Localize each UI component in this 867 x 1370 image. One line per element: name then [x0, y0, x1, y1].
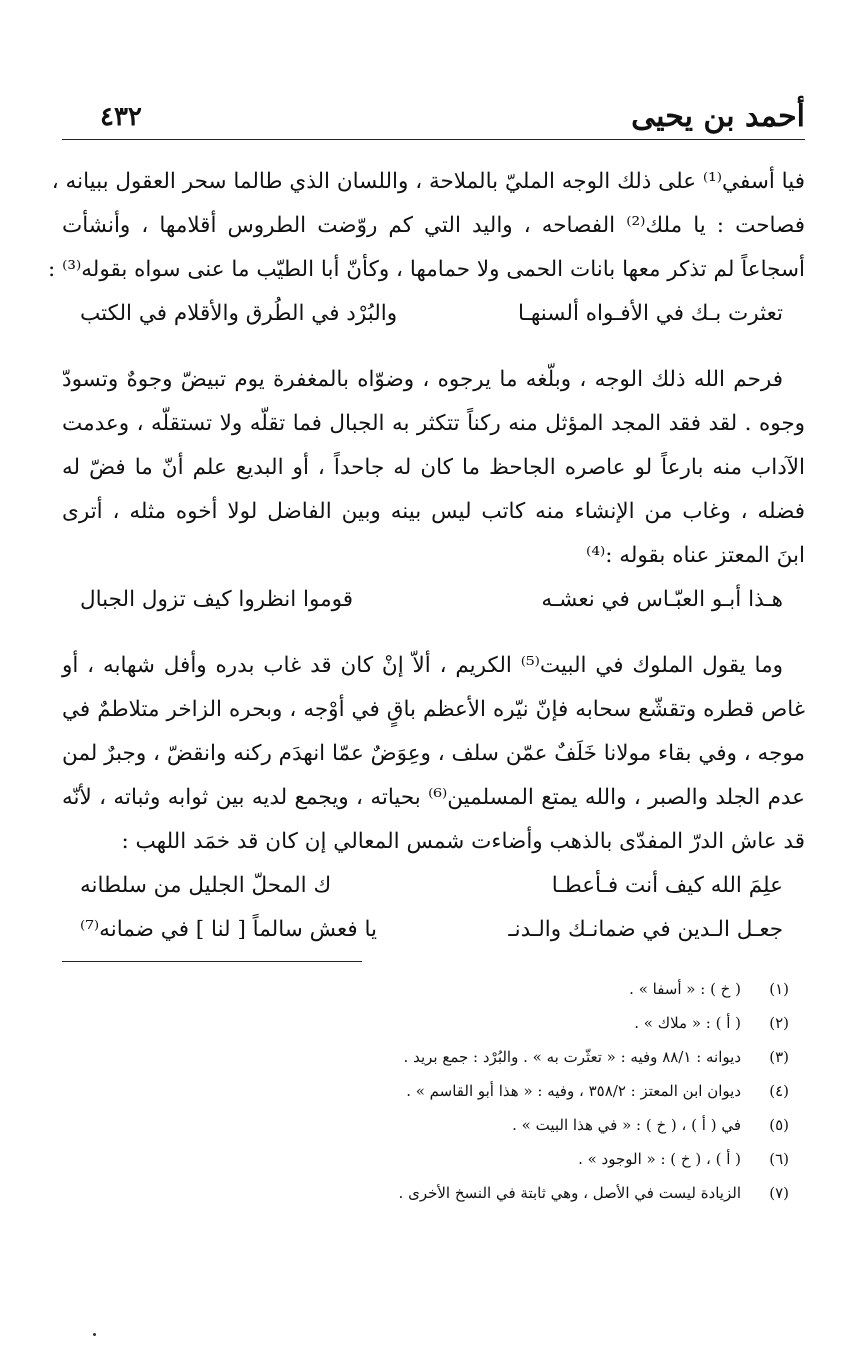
footnote-number: (٥): [769, 1116, 789, 1134]
footnote-text: ( أ ) ، ( خ ) : « الوجود » .: [578, 1150, 741, 1168]
verse-line: [62, 578, 805, 622]
verse-line: [62, 292, 805, 336]
running-title: أحمد بن يحيى: [631, 99, 805, 134]
footnote-text: ( أ ) : « ملاك » .: [634, 1014, 741, 1032]
footnote-number: (١): [769, 980, 789, 998]
text-line: غاص قطره وتقشّع سحابه فإنّ نيّره الأعظم باقٍ في أوْجه ، وبحره الزاخر متلاطمٌ في: [62, 697, 805, 722]
text-line: أسجاعاً لم تذكر معها بانات الحمى ولا حمامها ، وكأنّ أبا الطيّب ما عنى سواه بقوله⁽³⁾ :: [48, 257, 805, 282]
footnote: [62, 1006, 789, 1040]
text-line: فيا أسفي⁽¹⁾ على ذلك الوجه المليّ بالملاحة ، واللسان الذي طالما سحر العقول ببيانه ،: [51, 169, 805, 194]
text-line: وما يقول الملوك في البيت⁽⁵⁾ الكريم ، ألاّ إنْ كان قد غاب بدره وأفل شهابه ، أو: [62, 653, 783, 678]
footnotes: [62, 972, 789, 1210]
text-line: فرحم الله ذلك الوجه ، وبلّغه ما يرجوه ، وضوّاه بالمغفرة يوم تبيضّ وجوهٌ وتسودّ: [62, 367, 783, 392]
footnote-number: (٣): [769, 1048, 789, 1066]
verse-line: [62, 864, 805, 908]
footnote: [62, 972, 789, 1006]
footnote-text: في ( أ ) ، ( خ ) : « في هذا البيت » .: [512, 1116, 741, 1134]
verse-hemistich-second: قوموا انظروا كيف تزول الجبال: [80, 587, 354, 612]
text-line: فصاحت : يا ملك⁽²⁾ الفصاحه ، واليد التي كم روّضت الطروس أقلامها ، وأنشأت: [62, 213, 805, 238]
footnote-rule: [62, 961, 362, 962]
verse-hemistich-second: يا فعش سالماً [ لنا ] في ضمانه⁽⁷⁾: [80, 917, 378, 942]
footnote-number: (٧): [769, 1184, 789, 1202]
footnote: [62, 1108, 789, 1142]
verse-hemistich-first: علِمَ الله كيف أنت فـأعطـا: [551, 873, 783, 898]
text-line: ابنَ المعتز عناه بقوله :⁽⁴⁾: [586, 543, 805, 568]
verse-hemistich-second: والبُرْد في الطُرق والأقلام في الكتب: [80, 301, 398, 326]
text-line: قد عاش الدرّ المفدّى بالذهب وأضاءت شمس المعالي إن كان قد خمَد اللهب :: [121, 829, 805, 854]
text-line: فضله ، وغاب من الإنشاء منه كاتب ليس بينه وبين الفاضل لولا أخوه مثله ، أترى: [62, 499, 805, 524]
header-rule: [62, 139, 805, 140]
page-header: [62, 95, 805, 139]
text-line: وجوه . لقد فقد المجد المؤثل منه ركناً تتكثر به الجبال فما تقلّه ولا تستقلّه ، وعدمت: [62, 411, 805, 436]
footnote-text: ( خ ) : « أسفا » .: [629, 980, 741, 998]
footnote-number: (٤): [769, 1082, 789, 1100]
footnote: [62, 1142, 789, 1176]
footnote-text: ديوان ابن المعتز : ٣٥٨/٢ ، وفيه : « هذا أبو القاسم » .: [406, 1082, 741, 1100]
scan-speck: [93, 1333, 96, 1336]
verse-hemistich-first: هـذا أبـو العبّـاس في نعشـه: [541, 587, 783, 612]
footnote: [62, 1074, 789, 1108]
footnote-number: (٦): [769, 1150, 789, 1168]
footnote: [62, 1176, 789, 1210]
text-line: الآداب منه بارعاً لو عاصره الجاحظ ما كان له جاحداً ، أو البديع علم أنّ ما فضّ له: [62, 455, 805, 480]
main-text: [48, 160, 805, 952]
footnote-number: (٢): [769, 1014, 789, 1032]
page-number: ٤٣٢: [100, 102, 142, 132]
text-line: موجه ، وفي بقاء مولانا خَلَفٌ عمّن سلف ، وعِوَضٌ عمّا انهدَم ركنه وانقضّ ، وجبرٌ لمن: [62, 741, 805, 766]
verse-line: [62, 908, 805, 952]
verse-hemistich-first: جعـل الـدين في ضمانـك والـدنـ: [508, 917, 783, 942]
text-line: عدم الجلد والصبر ، والله يمتع المسلمين⁽⁶⁾ بحياته ، ويجمع لديه بين ثوابه وثباته ، لأنّه: [62, 785, 805, 810]
footnote-text: الزيادة ليست في الأصل ، وهي ثابتة في النسخ الأخرى .: [398, 1184, 741, 1202]
footnote-text: ديوانه : ٨٨/١ وفيه : « تعثّرت به » . والبُرْد : جمع بريد .: [403, 1048, 741, 1066]
verse-hemistich-first: تعثرت بـك في الأفـواه ألسنهـا: [518, 301, 783, 326]
verse-hemistich-second: ك المحلّ الجليل من سلطانه: [80, 873, 332, 898]
footnote: [62, 1040, 789, 1074]
